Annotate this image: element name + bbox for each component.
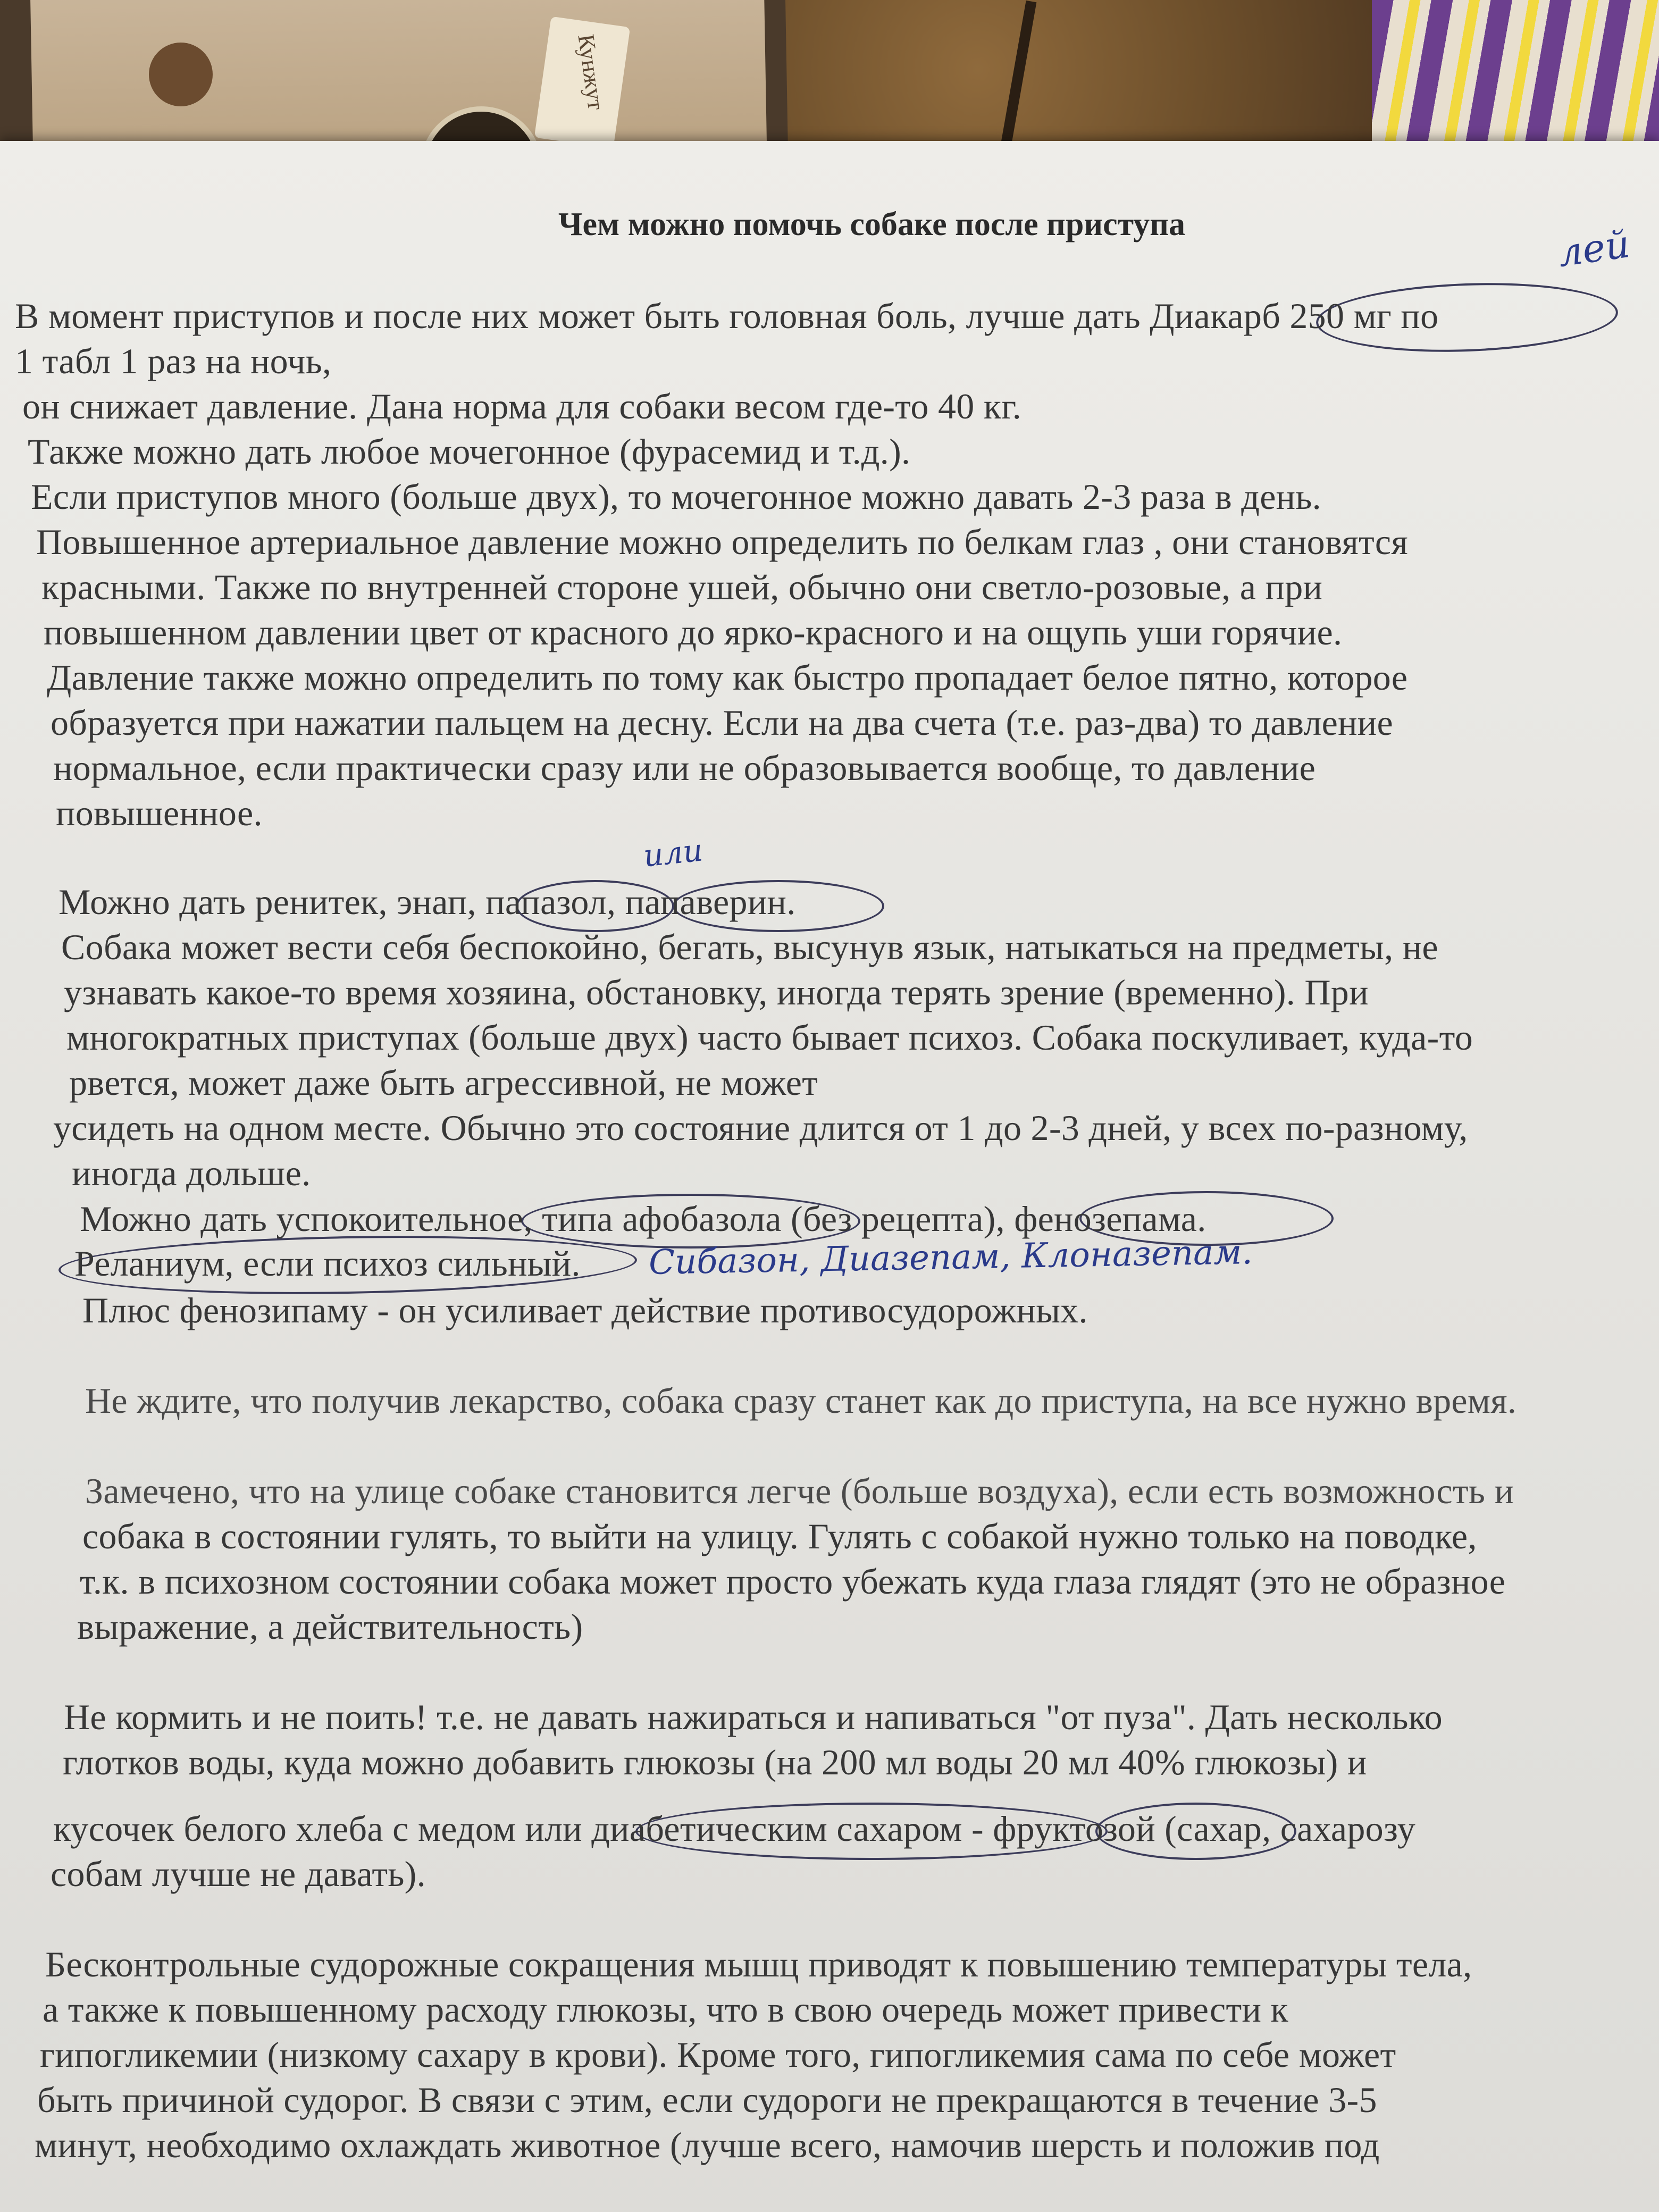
text-line: узнавать какое-то время хозяина, обстановку, иногда терять зрение (временно). При [64,972,1369,1012]
text-line: а также к повышенному расходу глюкозы, что в свою очередь может привести к [43,1989,1288,2030]
text-line: Реланиум, если психоз сильный. [74,1243,581,1284]
text-line: Можно дать успокоительное, типа афобазола (без рецепта), фенозепама. [80,1199,1206,1239]
handwritten-note-papazol: или [641,832,705,874]
text-line: Замечено, что на улице собаке становится легче (больше воздуха), если есть возможность и [85,1471,1514,1511]
document-page [0,141,1659,2212]
handwritten-note-top-right: лей [1555,221,1633,275]
document-title: Чем можно помочь собаке после приступа [558,206,1185,242]
package-label-text: Кунжут [573,32,609,112]
text-line: собам лучше не давать). [51,1854,426,1894]
text-line: повышенное. [56,793,263,833]
text-line: Плюс фенозипаму - он усиливает действие противосудорожных. [82,1290,1088,1330]
text-line: иногда дольше. [72,1153,311,1193]
package-logo-icon [149,43,213,106]
text-line: Повышенное артериальное давление можно определить по белкам глаз , они становятся [36,522,1408,562]
text-line: нормальное, если практически сразу или не образовывается вообще, то давление [53,748,1316,788]
text-line: он снижает давление. Дана норма для собаки весом где-то 40 кг. [22,386,1022,426]
text-line: Если приступов много (больше двух), то мочегонное можно давать 2-3 раза в день. [31,476,1321,517]
text-line: В момент приступов и после них может быть головная боль, лучше дать Диакарб 250 мг по [15,296,1439,336]
text-line: 1 табл 1 раз на ночь, [15,341,332,381]
text-line: Не ждите, что получив лекарство, собака сразу станет как до приступа, на все нужно время. [85,1380,1517,1421]
text-line: рвется, может даже быть агрессивной, не может [69,1062,818,1103]
text-line: кусочек белого хлеба с медом или диабетическим сахаром - фруктозой (сахар, сахарозу [53,1808,1416,1849]
text-line: Бесконтрольные судорожные сокращения мышц приводят к повышению температуры тела, [45,1944,1472,1984]
text-line: Собака может вести себя беспокойно, бегать, высунув язык, натыкаться на предметы, не [61,927,1438,967]
text-line: усидеть на одном месте. Обычно это состояние длится от 1 до 2-3 дней, у всех по-разному, [53,1108,1468,1148]
text-line: Также можно дать любое мочегонное (фурасемид и т.д.). [28,431,911,472]
text-line: минут, необходимо охлаждать животное (лучше всего, намочив шерсть и положив под [35,2125,1380,2165]
text-line: Не кормить и не поить! т.е. не давать нажираться и напиваться "от пуза". Дать несколько [64,1697,1443,1737]
text-line: собака в состоянии гулять, то выйти на улицу. Гулять с собакой нужно только на поводке, [82,1516,1477,1556]
text-line: выражение, а действительность) [77,1606,583,1647]
text-line: т.к. в психозном состоянии собака может просто убежать куда глаза глядят (это не образное [80,1561,1506,1602]
text-line: быть причиной судорог. В связи с этим, если судороги не прекращаются в течение 3-5 [37,2080,1377,2120]
handwritten-note-relanium: Сибазон, Диазепам, Клоназепам. [648,1233,1253,1283]
text-line: многократных приступах (больше двух) часто бывает психоз. Собака поскуливает, куда-то [66,1017,1473,1058]
text-line: Можно дать ренитек, энап, папазол, папаверин. [58,882,796,922]
text-line: красными. Также по внутренней стороне ушей, обычно они светло-розовые, а при [41,567,1323,607]
text-line: гипогликемии (низкому сахару в крови). Кроме того, гипогликемия сама по себе может [40,2034,1396,2075]
text-line: глотков воды, куда можно добавить глюкозы (на 200 мл воды 20 мл 40% глюкозы) и [63,1742,1367,1782]
text-line: повышенном давлении цвет от красного до ярко-красного и на ощупь уши горячие. [44,612,1343,652]
text-line: образуется при нажатии пальцем на десну. Если на два счета (т.е. раз-два) то давление [51,702,1393,743]
text-line: Давление также можно определить по тому как быстро пропадает белое пятно, которое [47,657,1408,698]
